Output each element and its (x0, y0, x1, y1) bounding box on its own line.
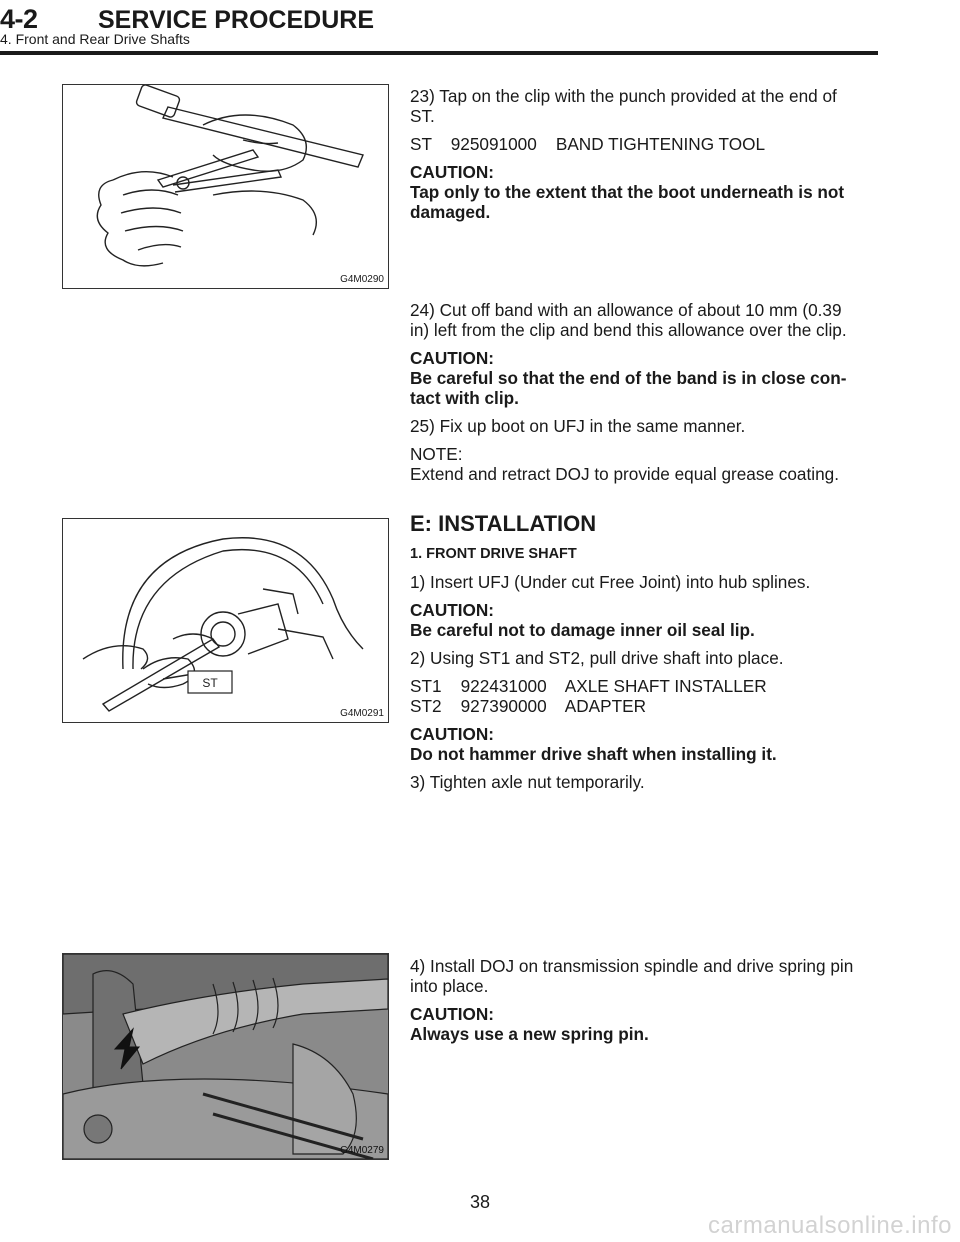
note-text: Extend and retract DOJ to provide equal grease coating. (410, 464, 839, 484)
step-2: 2) Using ST1 and ST2, pull drive shaft into place. (410, 648, 784, 668)
step-23-line-1: 23) Tap on the clip with the punch provided at the end of (410, 86, 837, 106)
caution-line-1: Be careful so that the end of the band is in close con- (410, 368, 847, 388)
caution-label: CAUTION: (410, 1004, 495, 1024)
page-title: SERVICE PROCEDURE (98, 6, 374, 34)
caution-text: Be careful not to damage inner oil seal lip. (410, 620, 755, 640)
figure-label: G4M0290 (340, 274, 384, 285)
figure-installation (62, 518, 389, 723)
text-block-steps-24-25 (410, 300, 880, 492)
section-number: 4-2 (0, 4, 38, 34)
page-number: 38 (469, 1192, 491, 1212)
subsection-heading: 1. FRONT DRIVE SHAFT (410, 546, 577, 562)
figure-label: G4M0291 (340, 708, 384, 719)
page-subtitle: 4. Front and Rear Drive Shafts (0, 31, 190, 47)
step-4-line-2: into place. (410, 976, 489, 996)
installation-illustration (63, 519, 388, 722)
note-label: NOTE: (410, 444, 463, 464)
watermark: carmanualsonline.info (708, 1212, 952, 1239)
caution-text: Do not hammer drive shaft when installing it. (410, 744, 777, 764)
step-3: 3) Tighten axle nut temporarily. (410, 772, 645, 792)
text-block-step-4 (410, 956, 880, 1052)
caution-label: CAUTION: (410, 724, 495, 744)
step-24-line-1: 24) Cut off band with an allowance of about 10 mm (0.39 (410, 300, 842, 320)
tool-spec: ST 925091000 BAND TIGHTENING TOOL (410, 134, 766, 154)
step-1: 1) Insert UFJ (Under cut Free Joint) into hub splines. (410, 572, 811, 592)
caution-line-2: tact with clip. (410, 388, 519, 408)
step-4-line-1: 4) Install DOJ on transmission spindle and drive spring pin (410, 956, 854, 976)
section-heading: E: INSTALLATION (410, 511, 597, 536)
doj-illustration (63, 954, 388, 1159)
figure-doj-install (62, 953, 389, 1160)
caution-label: CAUTION: (410, 162, 495, 182)
header-rule (0, 51, 878, 55)
caution-text: Always use a new spring pin. (410, 1024, 649, 1044)
figure-label: G4M0279 (340, 1145, 384, 1156)
caution-label: CAUTION: (410, 348, 495, 368)
tool-spec-2: ST2 927390000 ADAPTER (410, 696, 646, 716)
step-24-line-2: in) left from the clip and bend this allowance over the clip. (410, 320, 847, 340)
text-block-step-23 (410, 86, 880, 230)
step-23-line-2: ST. (410, 106, 435, 126)
figure-band-tightening (62, 84, 389, 289)
tool-spec-1: ST1 922431000 AXLE SHAFT INSTALLER (410, 676, 767, 696)
st-callout: ST (202, 676, 218, 690)
caution-label: CAUTION: (410, 600, 495, 620)
caution-line-1: Tap only to the extent that the boot underneath is not (410, 182, 845, 202)
band-tightening-illustration (63, 85, 388, 288)
caution-line-2: damaged. (410, 202, 491, 222)
step-25: 25) Fix up boot on UFJ in the same manner. (410, 416, 746, 436)
text-block-installation (410, 511, 880, 800)
